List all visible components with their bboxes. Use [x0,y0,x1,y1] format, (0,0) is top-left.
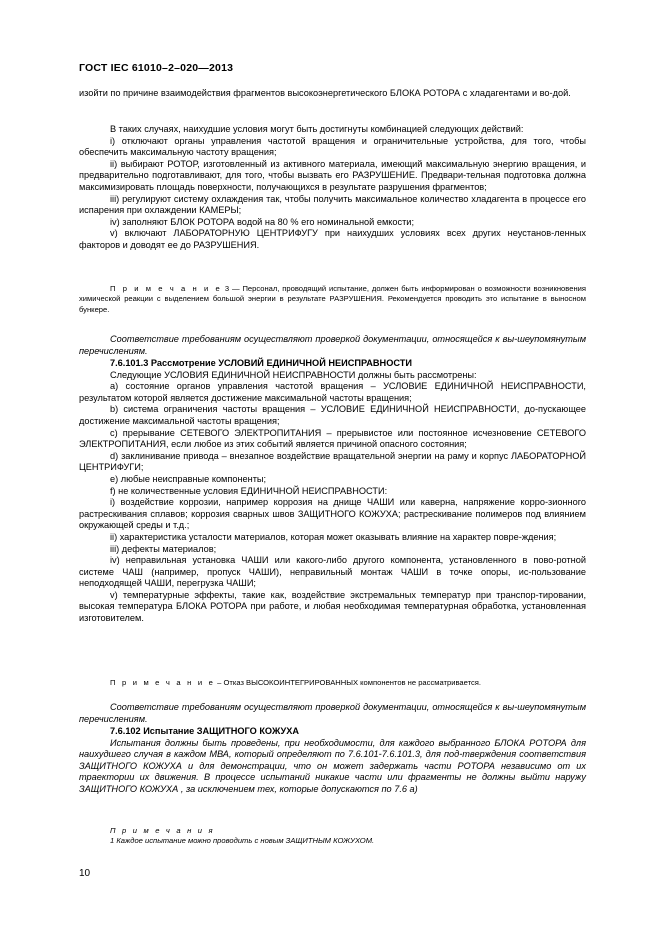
section-title: 7.6.102 Испытание ЗАЩИТНОГО КОЖУХА [110,726,299,736]
conditions-intro: В таких случаях, наихудшие условия могут быть достигнуты комбинацией следующих действий: [110,124,524,134]
fault-item: ii) характеристика усталости материалов, которая может оказывать влияние на характер повре-ждения; [110,531,557,542]
fault-item: d) заклинивание привода – внезапное воздействие вращательной энергии на раму и корпус ЛАБОРАТОРНОЙ ЦЕНТРИФУГИ; [79,450,586,473]
continuation-paragraph: изойти по причине взаимодействия фрагментов высокоэнергетического БЛОКА РОТОРА с хладагентами и во-дой. [79,88,571,98]
note-label: П р и м е ч а н и е [110,284,222,293]
condition-item: iii) регулируют систему охлаждения так, чтобы получить максимальное количество хладагента в процессе его испарения при охлаждении КАМЕРЫ; [79,193,586,216]
note-single-fault [79,678,586,688]
section-7-6-101-3 [79,358,586,625]
condition-item: v) включают ЛАБОРАТОРНУЮ ЦЕНТРИФУГУ при наихудших условиях всех других неустанов-ленных факторов и доводят ее до РАЗРУШЕНИЯ. [79,228,586,250]
fault-item: i) воздействие коррозии, например коррозия на днище ЧАШИ или каверна, напряжение корро-зионного растрескивания сплавов; коррозия сварных швов ЗАЩИТНОГО КОЖУХА; растрескивание полимеров под влиянием окружающей среды и т.д.; [79,497,586,531]
fault-item: b) система ограничения частоты вращения – УСЛОВИЕ ЕДИНИЧНОЙ НЕИСПРАВНОСТИ, до-пускающее достижение максимальной частоты вращения; [79,404,586,426]
note-label: П р и м е ч а н и е [110,678,215,687]
section-7-6-102 [79,726,586,796]
condition-item: i) отключают органы управления частотой вращения и ограничительные устройства, для того, чтобы обеспечить максимальную частоту вращения; [79,135,586,158]
notes-final [79,826,586,847]
compliance-statement: Соответствие требованиям осуществляют проверкой документации, относящейся к вы-шеупомянутым перечислениям. [79,702,586,724]
section-text: Испытания должны быть проведены, при необходимости, для каждого выбранного БЛОКА РОТОРА для наихудшего случая в каждом МВА, который определяют по 7.6.101-7.6.101.3, для под-тверждения соответствия ЗАЩИТНОГО КОЖУХА и для демонстрации, что он может задержать части РОТОРА независимо от их траектории их движения. В процессе испытаний никакие части или фрагменты не должны выйти наружу ЗАЩИТНОГО КОЖУХА , за исключением тех, которые допускаются по 7.6 а) [79,737,586,794]
note-text: – Отказ ВЫСОКОИНТЕГРИРОВАННЫХ компонентов не рассматривается. [215,678,482,687]
fault-item: v) температурные эффекты, такие как, воздействие экстремальных температур при транспор-тировании, высокая температура БЛОКА РОТОРА при работе, и любая необходимая температурная обработка, установленная изготовителем. [79,589,586,624]
note-item: 1 Каждое испытание можно проводить с новым ЗАЩИТНЫМ КОЖУХОМ. [110,836,375,846]
fault-item: c) прерывание СЕТЕВОГО ЭЛЕКТРОПИТАНИЯ – прерывистое или постоянное исчезновение СЕТЕВОГО ЭЛЕКТРОПИТАНИЯ, если любое из этих событий является причиной опасного состояния; [79,427,586,450]
section-title: 7.6.101.3 Рассмотрение УСЛОВИЙ ЕДИНИЧНОЙ НЕИСПРАВНОСТИ [110,358,412,368]
fault-item: iii) дефекты материалов; [110,543,217,554]
document-header: ГОСТ IEC 61010–2–020—2013 [79,62,234,74]
fault-item: iv) неправильная установка ЧАШИ или какого-либо другого компонента, установленного в пово-ротной системе ЧАШ (например, пропуск ЧАШИ), неправильный монтаж ЧАШИ в точке опоры, ис-пользование неподходящей ЧАШИ, перегрузка ЧАШИ; [79,555,586,589]
notes-label: П р и м е ч а н и я [110,826,215,835]
note-text: 3 — Персонал, проводящий испытание, должен быть информирован о возможности возникновения химической реакции с выделением большой энергии в результате РАЗРУШЕНИЯ. Рекомендуется проводить это испытание в выносном бункере. [79,284,586,314]
fault-item: e) любые неисправные компоненты; [110,473,267,484]
note-3 [79,284,586,315]
fault-item: a) состояние органов управления частотой вращения – УСЛОВИЕ ЕДИНИЧНОЙ НЕИСПРАВНОСТИ, результатом которой является достижение максимальной частоты вращения; [79,381,586,403]
condition-item: ii) выбирают РОТОР, изготовленный из активного материала, имеющий максимальную энергию вращения, и предварительно подготавливают, для того, чтобы вызвать его РАЗРУШЕНИЕ. Предвари-тельная подготовка должна максимизировать площадь поверхности, получающихся в результате разрушения фрагментов; [79,158,586,192]
page-number: 10 [79,868,91,879]
condition-item: iv) заполняют БЛОК РОТОРА водой на 80 % его номинальной емкости; [110,216,414,227]
fault-item: f) не количественные условия ЕДИНИЧНОЙ НЕИСПРАВНОСТИ: [110,485,388,496]
section-intro: Следующие УСЛОВИЯ ЕДИНИЧНОЙ НЕИСПРАВНОСТИ должны быть рассмотрены: [110,369,477,380]
compliance-statement: Соответствие требованиям осуществляют проверкой документации, относящейся к вы-шеупомянутым перечислениям. [79,334,586,356]
conditions-block [79,124,586,252]
